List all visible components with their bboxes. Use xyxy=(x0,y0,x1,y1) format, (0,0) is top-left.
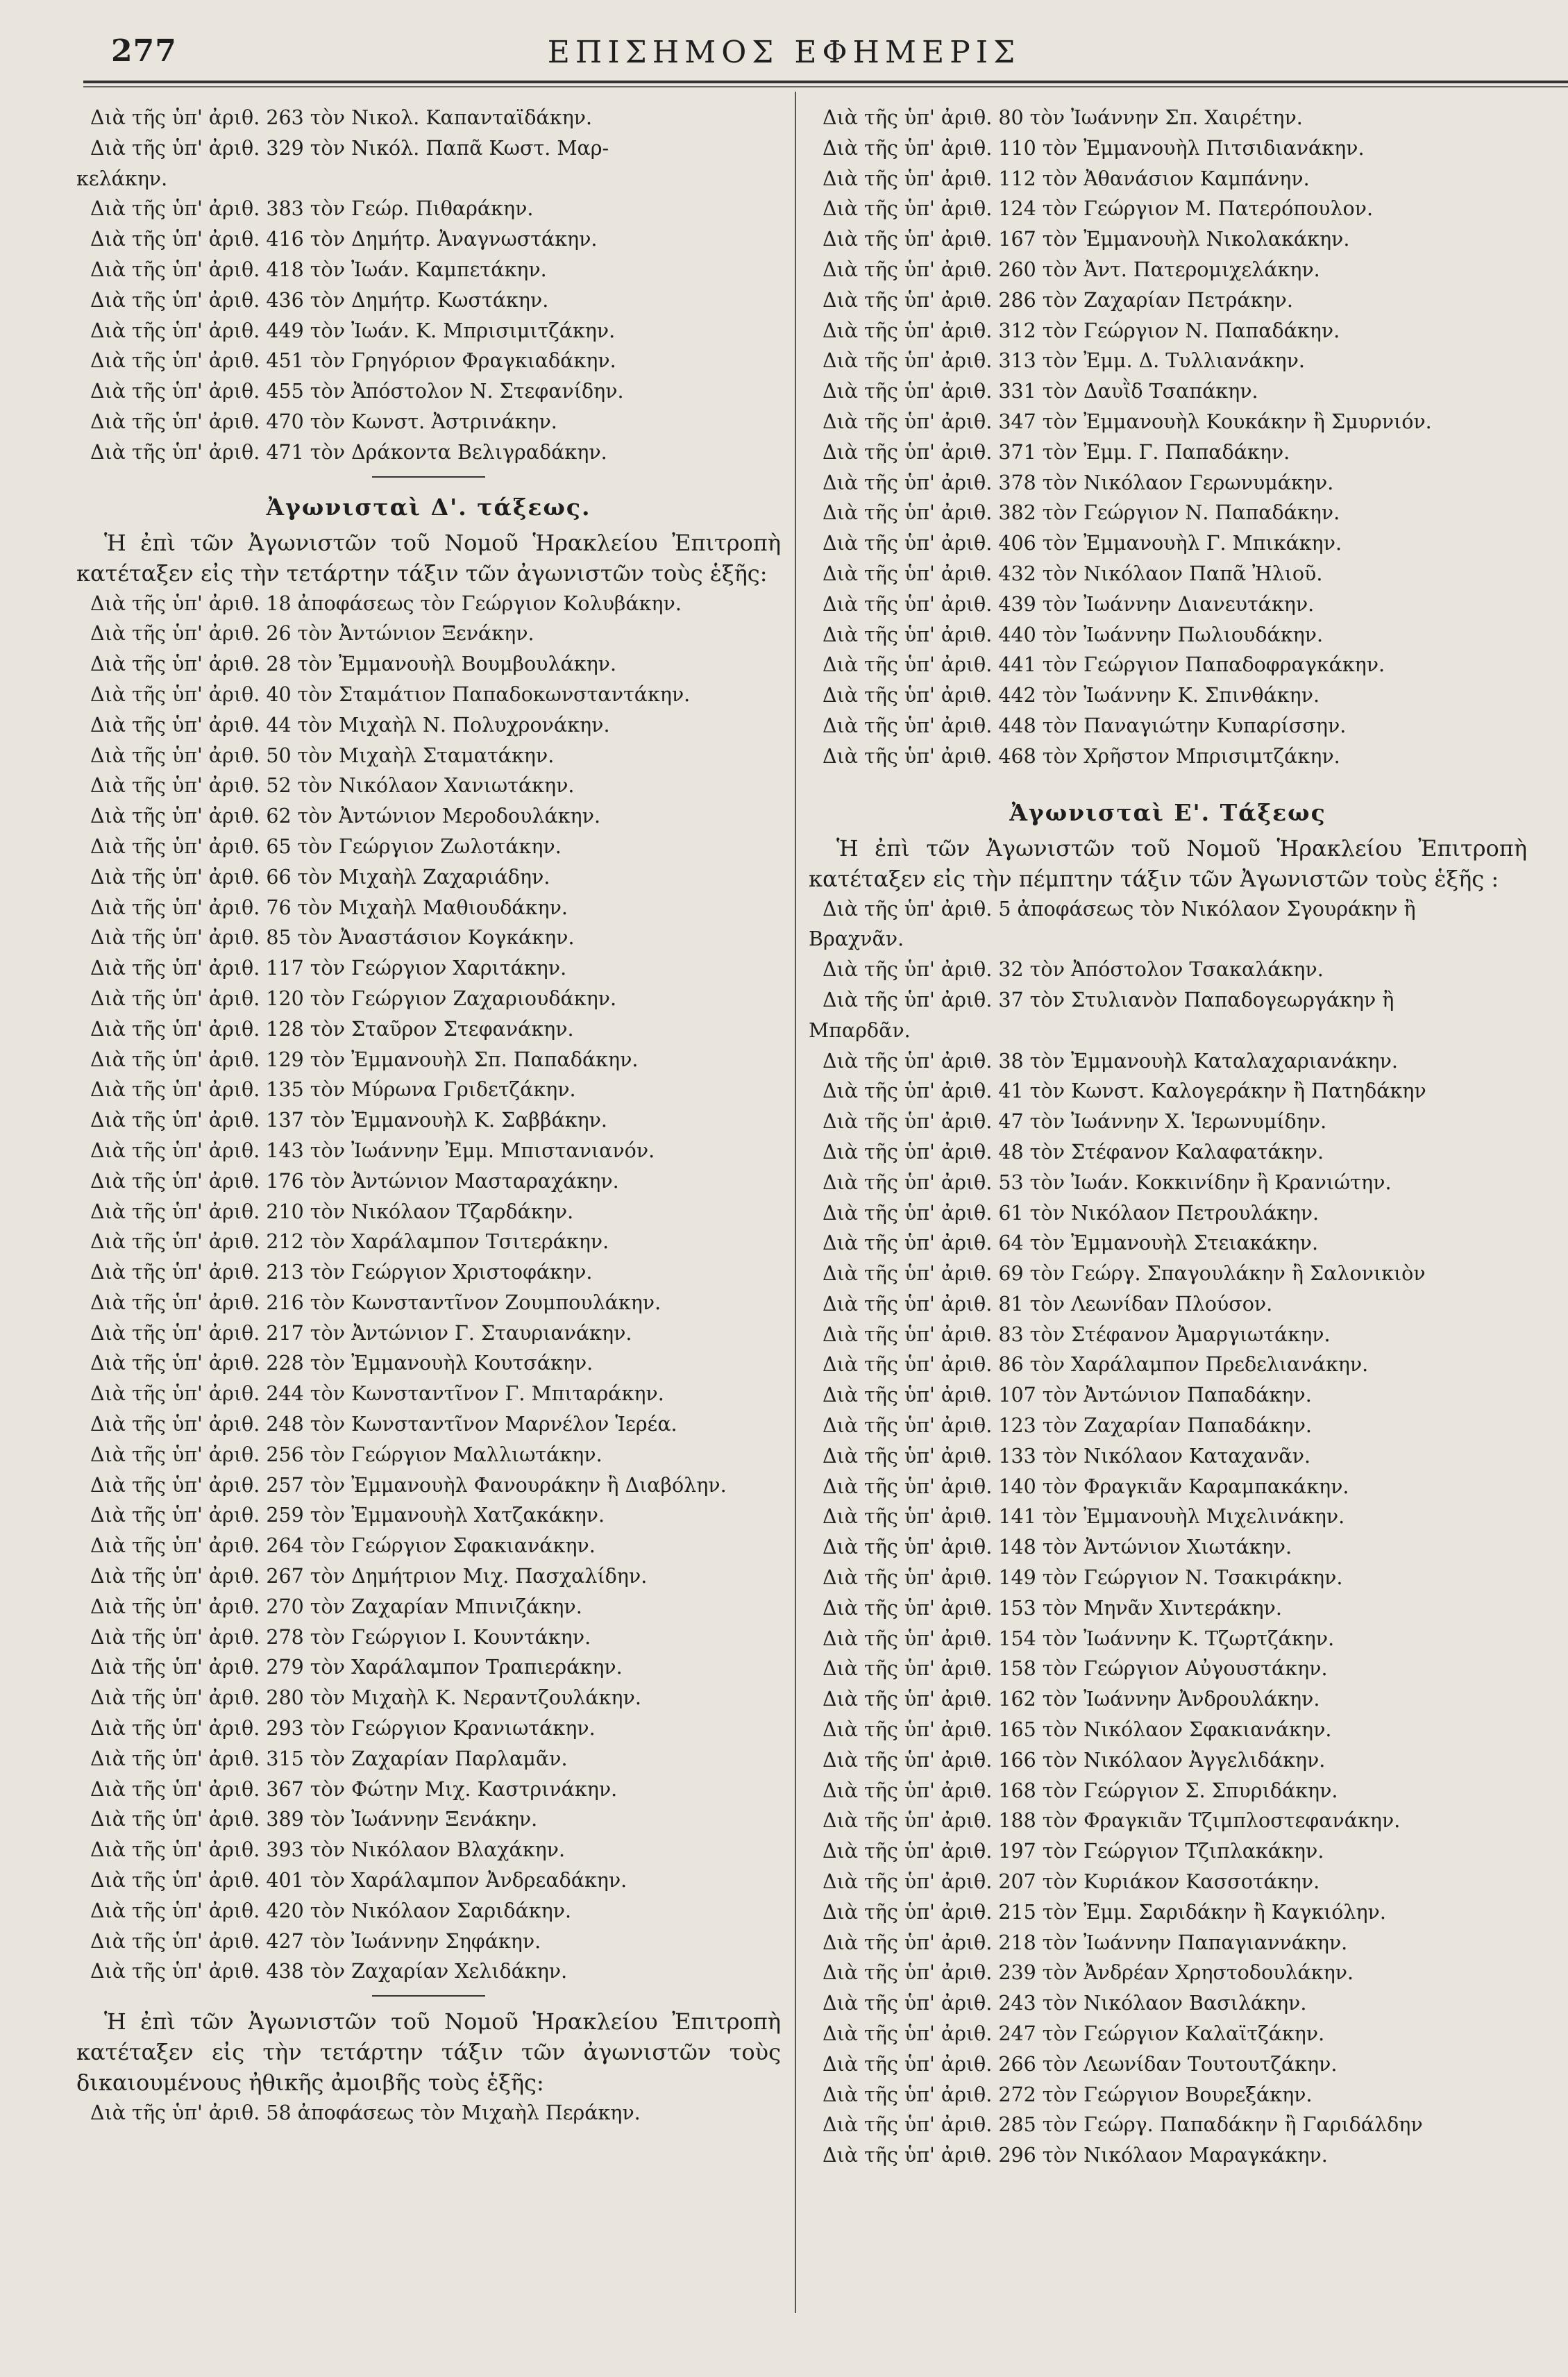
list-item: Διὰ τῆς ὑπ' ἀριθ. 112 τὸν Ἀθανάσιον Καμπάνην. xyxy=(823,167,1310,190)
list-item: Διὰ τῆς ὑπ' ἀριθ. 62 τὸν Ἀντώνιον Μεροδουλάκην. xyxy=(90,805,601,828)
list-item: Διὰ τῆς ὑπ' ἀριθ. 137 τὸν Ἐμμανουὴλ Κ. Σαββάκην. xyxy=(90,1109,607,1132)
list-item: Διὰ τῆς ὑπ' ἀριθ. 76 τὸν Μιχαὴλ Μαθιουδάκην. xyxy=(90,896,568,919)
list-item: Διὰ τῆς ὑπ' ἀριθ. 272 τὸν Γεώργιον Βουρεξάκην. xyxy=(823,2083,1313,2106)
list-item: Διὰ τῆς ὑπ' ἀριθ. 213 τὸν Γεώργιον Χριστοφάκην. xyxy=(90,1261,593,1284)
intro-paragraph-d: Ἡ ἐπὶ τῶν Ἀγωνιστῶν τοῦ Νομοῦ Ἡρακλείου Ἐπιτροπὴ κατέταξεν εἰς τὴν τετάρτην τάξιν τῶν ἀγωνιστῶν τοὺς ἑξῆς: xyxy=(76,529,781,587)
list-item: Διὰ τῆς ὑπ' ἀριθ. 86 τὸν Χαράλαμπον Πρεδελιανάκην. xyxy=(823,1353,1369,1377)
list-item: Διὰ τῆς ὑπ' ἀριθ. 123 τὸν Ζαχαρίαν Παπαδάκην. xyxy=(823,1414,1312,1438)
list-item: Διὰ τῆς ὑπ' ἀριθ. 239 τὸν Ἀνδρέαν Χρηστοδουλάκην. xyxy=(823,1961,1354,1985)
list-item: Διὰ τῆς ὑπ' ἀριθ. 470 τὸν Κωνστ. Ἀστρινάκην. xyxy=(90,410,557,433)
list-item: Διὰ τῆς ὑπ' ἀριθ. 371 τὸν Ἐμμ. Γ. Παπαδάκην. xyxy=(823,440,1290,464)
list-item: Διὰ τῆς ὑπ' ἀριθ. 48 τὸν Στέφανον Καλαφατάκην. xyxy=(823,1140,1324,1164)
list-item: Διὰ τῆς ὑπ' ἀριθ. 393 τὸν Νικόλαον Βλαχάκην. xyxy=(90,1838,566,1862)
list-item: Διὰ τῆς ὑπ' ἀριθ. 216 τὸν Κωνσταντῖνον Ζουμπουλάκην. xyxy=(90,1291,661,1314)
list-item: Διὰ τῆς ὑπ' ἀριθ. 347 τὸν Ἐμμανουὴλ Κουκάκην ἢ Σμυρνιόν. xyxy=(823,410,1432,433)
list-item: Διὰ τῆς ὑπ' ἀριθ. 32 τὸν Ἀπόστολον Τσακαλάκην. xyxy=(823,958,1324,982)
header-rule-thin xyxy=(83,86,1568,87)
list-item: Διὰ τῆς ὑπ' ἀριθ. 80 τὸν Ἰωάννην Σπ. Χαιρέτην. xyxy=(823,106,1303,129)
list-item: Διὰ τῆς ὑπ' ἀριθ. 247 τὸν Γεώργιον Καλαϊτζάκην. xyxy=(823,2022,1325,2046)
list-item: Διὰ τῆς ὑπ' ἀριθ. 168 τὸν Γεώργιον Σ. Σπυριδάκην. xyxy=(823,1779,1338,1802)
list-item: Διὰ τῆς ὑπ' ἀριθ. 149 τὸν Γεώργιον Ν. Τσακιράκην. xyxy=(823,1566,1343,1590)
list-item: Διὰ τῆς ὑπ' ἀριθ. 26 τὸν Ἀντώνιον Ξενάκην. xyxy=(90,622,534,646)
list-item: Διὰ τῆς ὑπ' ἀριθ. 64 τὸν Ἐμμανουὴλ Στειακάκην. xyxy=(823,1232,1319,1255)
section-heading-e: Ἀγωνισταὶ Ε'. Τάξεως xyxy=(1009,798,1326,826)
section-heading-d: Ἀγωνισταὶ Δ'. τάξεως. xyxy=(266,493,591,521)
list-item: Διὰ τῆς ὑπ' ἀριθ. 383 τὸν Γεώρ. Πιθαράκην. xyxy=(90,197,534,221)
list-item: Διὰ τῆς ὑπ' ἀριθ. 65 τὸν Γεώργιον Ζωλοτάκην. xyxy=(90,834,562,858)
page-number: 277 xyxy=(111,33,177,69)
list-item: Διὰ τῆς ὑπ' ἀριθ. 52 τὸν Νικόλαον Χανιωτάκην. xyxy=(90,774,575,798)
list-item: Διὰ τῆς ὑπ' ἀριθ. 259 τὸν Ἐμμανουὴλ Χατζακάκην. xyxy=(90,1504,605,1527)
list-item: Διὰ τῆς ὑπ' ἀριθ. 38 τὸν Ἐμμανουὴλ Καταλαχαριανάκην. xyxy=(823,1049,1398,1073)
page-title: ΕΠΙΣΗΜΟΣ ΕΦΗΜΕΡΙΣ xyxy=(547,35,1021,70)
list-item: Διὰ τῆς ὑπ' ἀριθ. 207 τὸν Κυριάκον Κασσοτάκην. xyxy=(823,1870,1320,1894)
list-item: Διὰ τῆς ὑπ' ἀριθ. 210 τὸν Νικόλαον Τζαρδάκην. xyxy=(90,1200,574,1223)
list-item: Διὰ τῆς ὑπ' ἀριθ. 329 τὸν Νικόλ. Παπᾶ Κωστ. Μαρ- xyxy=(90,136,609,160)
intro-paragraph-moral: Ἡ ἐπὶ τῶν Ἀγωνιστῶν τοῦ Νομοῦ Ἡρακλείου Ἐπιτροπὴ κατέταξεν εἰς τὴν τετάρτην τάξιν τῶν ἀγωνιστῶν τοὺς δικαιουμένους ἠθικῆς ἀμοιβῆς τοὺς ἑξῆς: xyxy=(76,2008,781,2097)
list-item: Διὰ τῆς ὑπ' ἀριθ. 83 τὸν Στέφανον Ἀμαργιωτάκην. xyxy=(823,1322,1331,1346)
list-item: Διὰ τῆς ὑπ' ἀριθ. 217 τὸν Ἀντώνιον Γ. Σταυριανάκην. xyxy=(90,1321,632,1345)
list-item: Διὰ τῆς ὑπ' ἀριθ. 120 τὸν Γεώργιον Ζαχαριουδάκην. xyxy=(90,986,617,1010)
list-item: Διὰ τῆς ὑπ' ἀριθ. 129 τὸν Ἐμμανουὴλ Σπ. Παπαδάκην. xyxy=(90,1048,639,1071)
list-item: Διὰ τῆς ὑπ' ἀριθ. 218 τὸν Ἰωάννην Παπαγιαννάκην. xyxy=(823,1931,1348,1954)
list-item: Διὰ τῆς ὑπ' ἀριθ. 5 ἀποφάσεως τὸν Νικόλαον Σγουράκην ἢ xyxy=(823,897,1416,921)
list-item: Διὰ τῆς ὑπ' ἀριθ. 471 τὸν Δράκοντα Βελιγραδάκην. xyxy=(90,440,607,464)
list-item: Διὰ τῆς ὑπ' ἀριθ. 315 τὸν Ζαχαρίαν Παρλαμᾶν. xyxy=(90,1747,568,1770)
left-list-d xyxy=(76,589,781,1988)
list-item: Διὰ τῆς ὑπ' ἀριθ. 313 τὸν Ἐμμ. Δ. Τυλλιανάκην. xyxy=(823,349,1305,373)
list-item: Διὰ τῆς ὑπ' ἀριθ. 148 τὸν Ἀντώνιον Χιωτάκην. xyxy=(823,1536,1292,1559)
list-item: Μπαρδᾶν. xyxy=(809,1018,911,1042)
list-item: Διὰ τῆς ὑπ' ἀριθ. 270 τὸν Ζαχαρίαν Μπινιζάκην. xyxy=(90,1595,582,1618)
right-list-top xyxy=(809,103,1527,772)
list-item: Διὰ τῆς ὑπ' ἀριθ. 85 τὸν Ἀναστάσιον Κογκάκην. xyxy=(90,926,575,950)
list-item: Διὰ τῆς ὑπ' ἀριθ. 133 τὸν Νικόλαον Καταχανᾶν. xyxy=(823,1444,1311,1468)
list-item: Διὰ τῆς ὑπ' ἀριθ. 44 τὸν Μιχαὴλ Ν. Πολυχρονάκην. xyxy=(90,713,610,737)
list-item: Διὰ τῆς ὑπ' ἀριθ. 124 τὸν Γεώργιον Μ. Πατερόπουλον. xyxy=(823,197,1374,221)
list-item: Διὰ τῆς ὑπ' ἀριθ. 401 τὸν Χαράλαμπον Ἀνδρεαδάκην. xyxy=(90,1869,627,1892)
list-item: Διὰ τῆς ὑπ' ἀριθ. 418 τὸν Ἰωάν. Καμπετάκην. xyxy=(90,258,547,281)
list-item: Διὰ τῆς ὑπ' ἀριθ. 154 τὸν Ἰωάννην Κ. Τζωρτζάκην. xyxy=(823,1627,1335,1650)
list-item: Διὰ τῆς ὑπ' ἀριθ. 449 τὸν Ἰωάν. Κ. Μπρισιμιτζάκην. xyxy=(90,319,616,342)
list-item: Διὰ τῆς ὑπ' ἀριθ. 278 τὸν Γεώργιον Ι. Κουντάκην. xyxy=(90,1625,591,1649)
list-item: Διὰ τῆς ὑπ' ἀριθ. 50 τὸν Μιχαὴλ Σταματάκην. xyxy=(90,744,555,767)
list-item: Διὰ τῆς ὑπ' ἀριθ. 468 τὸν Χρῆστον Μπρισιμτζάκην. xyxy=(823,744,1340,768)
list-item: Διὰ τῆς ὑπ' ἀριθ. 455 τὸν Ἀπόστολον Ν. Στεφανίδην. xyxy=(90,380,624,403)
page-header xyxy=(0,33,1568,82)
list-item: Διὰ τῆς ὑπ' ἀριθ. 367 τὸν Φώτην Μιχ. Καστρινάκην. xyxy=(90,1777,618,1801)
header-rule xyxy=(83,81,1568,83)
list-item: Διὰ τῆς ὑπ' ἀριθ. 260 τὸν Ἀντ. Πατερομιχελάκην. xyxy=(823,258,1320,281)
list-item: Διὰ τῆς ὑπ' ἀριθ. 440 τὸν Ἰωάννην Πωλιουδάκην. xyxy=(823,623,1324,646)
list-item: Διὰ τῆς ὑπ' ἀριθ. 188 τὸν Φραγκιᾶν Τζιμπλοστεφανάκην. xyxy=(823,1809,1401,1833)
list-item: Διὰ τῆς ὑπ' ἀριθ. 442 τὸν Ἰωάννην Κ. Σπινθάκην. xyxy=(823,684,1320,707)
list-item: Διὰ τῆς ὑπ' ἀριθ. 197 τὸν Γεώργιον Τζιπλακάκην. xyxy=(823,1840,1324,1863)
list-item: Διὰ τῆς ὑπ' ἀριθ. 441 τὸν Γεώργιον Παπαδοφραγκάκην. xyxy=(823,653,1385,677)
list-item: Διὰ τῆς ὑπ' ἀριθ. 167 τὸν Ἐμμανουὴλ Νικολακάκην. xyxy=(823,228,1350,251)
list-item: Διὰ τῆς ὑπ' ἀριθ. 28 τὸν Ἐμμανουὴλ Βουμβουλάκην. xyxy=(90,653,617,676)
list-item: Διὰ τῆς ὑπ' ἀριθ. 81 τὸν Λεωνίδαν Πλούσον. xyxy=(823,1292,1273,1316)
list-item: Διὰ τῆς ὑπ' ἀριθ. 40 τὸν Σταμάτιον Παπαδοκωνσταντάκην. xyxy=(90,682,691,706)
list-item: Διὰ τῆς ὑπ' ἀριθ. 69 τὸν Γεώργ. Σπαγουλάκην ἢ Σαλονικιὸν xyxy=(823,1262,1426,1286)
list-item: Διὰ τῆς ὑπ' ἀριθ. 165 τὸν Νικόλαον Σφακιανάκην. xyxy=(823,1718,1332,1742)
right-column xyxy=(809,103,1527,2171)
list-item: Διὰ τῆς ὑπ' ἀριθ. 448 τὸν Παναγιώτην Κυπαρίσσην. xyxy=(823,714,1347,737)
list-item: Διὰ τῆς ὑπ' ἀριθ. 406 τὸν Ἐμμανουὴλ Γ. Μπικάκην. xyxy=(823,532,1342,555)
list-item: Διὰ τῆς ὑπ' ἀριθ. 61 τὸν Νικόλαον Πετρουλάκην. xyxy=(823,1201,1320,1225)
list-item: Διὰ τῆς ὑπ' ἀριθ. 47 τὸν Ἰωάννην Χ. Ἱερωνυμίδην. xyxy=(823,1110,1327,1134)
list-item: Διὰ τῆς ὑπ' ἀριθ. 432 τὸν Νικόλαον Παπᾶ Ἠλιοῦ. xyxy=(823,562,1323,585)
list-item: Διὰ τῆς ὑπ' ἀριθ. 153 τὸν Μηνᾶν Χιντεράκην. xyxy=(823,1596,1282,1620)
intro-paragraph-e: Ἡ ἐπὶ τῶν Ἀγωνιστῶν τοῦ Νομοῦ Ἡρακλείου Ἐπιτροπὴ κατέταξεν εἰς τὴν πέμπτην τάξιν τῶν Ἀγωνιστῶν τοὺς ἑξῆς : xyxy=(809,834,1527,892)
list-item: Διὰ τῆς ὑπ' ἀριθ. 286 τὸν Ζαχαρίαν Πετράκην. xyxy=(823,288,1293,312)
list-item: Διὰ τῆς ὑπ' ἀριθ. 58 ἀποφάσεως τὸν Μιχαὴλ Περάκην. xyxy=(90,2101,641,2125)
list-item: Διὰ τῆς ὑπ' ἀριθ. 141 τὸν Ἐμμανουὴλ Μιχελινάκην. xyxy=(823,1505,1345,1529)
list-item: Διὰ τῆς ὑπ' ἀριθ. 378 τὸν Νικόλαον Γερωνυμάκην. xyxy=(823,471,1334,494)
list-item: Διὰ τῆς ὑπ' ἀριθ. 296 τὸν Νικόλαον Μαραγκάκην. xyxy=(823,2144,1328,2167)
list-item: Διὰ τῆς ὑπ' ἀριθ. 312 τὸν Γεώργιον Ν. Παπαδάκην. xyxy=(823,319,1340,342)
list-item: Διὰ τῆς ὑπ' ἀριθ. 280 τὸν Μιχαὴλ Κ. Νεραντζουλάκην. xyxy=(90,1686,641,1710)
list-item: Διὰ τῆς ὑπ' ἀριθ. 212 τὸν Χαράλαμπον Τσιτεράκην. xyxy=(90,1230,609,1254)
list-item: Διὰ τῆς ὑπ' ἀριθ. 18 ἀποφάσεως τὸν Γεώργιον Κολυβάκην. xyxy=(90,591,682,615)
list-item: Διὰ τῆς ὑπ' ἀριθ. 53 τὸν Ἰωάν. Κοκκινίδην ἢ Κρανιώτην. xyxy=(823,1170,1392,1194)
list-item: Διὰ τῆς ὑπ' ἀριθ. 243 τὸν Νικόλαον Βασιλάκην. xyxy=(823,1992,1307,2015)
list-item: Διὰ τῆς ὑπ' ἀριθ. 439 τὸν Ἰωάννην Διανευτάκην. xyxy=(823,592,1315,616)
list-item: Διὰ τῆς ὑπ' ἀριθ. 41 τὸν Κωνστ. Καλογεράκην ἢ Πατηδάκην xyxy=(823,1080,1426,1103)
list-item: Διὰ τῆς ὑπ' ἀριθ. 293 τὸν Γεώργιον Κρανιωτάκην. xyxy=(90,1717,596,1740)
list-item: Διὰ τῆς ὑπ' ἀριθ. 162 τὸν Ἰωάννην Ἀνδρουλάκην. xyxy=(823,1688,1320,1711)
list-item: Διὰ τῆς ὑπ' ἀριθ. 331 τὸν Δαυῒδ Τσαπάκην. xyxy=(823,380,1258,403)
list-item: Διὰ τῆς ὑπ' ἀριθ. 158 τὸν Γεώργιον Αὐγουστάκην. xyxy=(823,1657,1328,1681)
left-column xyxy=(76,103,781,2128)
list-item: Διὰ τῆς ὑπ' ἀριθ. 266 τὸν Λεωνίδαν Τουτουτζάκην. xyxy=(823,2052,1338,2076)
list-item: Διὰ τῆς ὑπ' ἀριθ. 140 τὸν Φραγκιᾶν Καραμπακάκην. xyxy=(823,1475,1349,1498)
list-item: Διὰ τῆς ὑπ' ἀριθ. 285 τὸν Γεώργ. Παπαδάκην ἢ Γαριδάλδην xyxy=(823,2113,1423,2137)
left-list-top xyxy=(76,103,781,468)
list-item: Διὰ τῆς ὑπ' ἀριθ. 416 τὸν Δημήτρ. Ἀναγνωστάκην. xyxy=(90,228,598,251)
list-item: Διὰ τῆς ὑπ' ἀριθ. 117 τὸν Γεώργιον Χαριτάκην. xyxy=(90,957,567,980)
list-item: Διὰ τῆς ὑπ' ἀριθ. 256 τὸν Γεώργιον Μαλλιωτάκην. xyxy=(90,1443,602,1466)
list-item: Διὰ τῆς ὑπ' ἀριθ. 110 τὸν Ἐμμανουὴλ Πιτσιδιανάκην. xyxy=(823,136,1365,160)
list-item: Διὰ τῆς ὑπ' ἀριθ. 267 τὸν Δημήτριον Μιχ. Πασχαλίδην. xyxy=(90,1565,648,1588)
list-item: Διὰ τῆς ὑπ' ἀριθ. 66 τὸν Μιχαὴλ Ζαχαριάδην. xyxy=(90,865,550,889)
list-item: Διὰ τῆς ὑπ' ἀριθ. 436 τὸν Δημήτρ. Κωστάκην. xyxy=(90,288,549,312)
list-item: Διὰ τῆς ὑπ' ἀριθ. 248 τὸν Κωνσταντῖνον Μαρνέλον Ἱερέα. xyxy=(90,1413,677,1436)
list-item: Διὰ τῆς ὑπ' ἀριθ. 215 τὸν Ἐμμ. Σαριδάκην ἢ Καγκιόλην. xyxy=(823,1900,1386,1924)
list-item: Διὰ τῆς ὑπ' ἀριθ. 389 τὸν Ἰωάννην Ξενάκην. xyxy=(90,1808,538,1831)
list-item: Διὰ τῆς ὑπ' ἀριθ. 128 τὸν Σταῦρον Στεφανάκην. xyxy=(90,1017,574,1041)
list-item: Διὰ τῆς ὑπ' ἀριθ. 382 τὸν Γεώργιον Ν. Παπαδάκην. xyxy=(823,501,1340,525)
list-item: Βραχνᾶν. xyxy=(809,927,904,951)
list-item: Διὰ τῆς ὑπ' ἀριθ. 264 τὸν Γεώργιον Σφακιανάκην. xyxy=(90,1534,596,1558)
list-item: κελάκην. xyxy=(76,167,168,190)
list-item: Διὰ τῆς ὑπ' ἀριθ. 135 τὸν Μύρωνα Γριδετζάκην. xyxy=(90,1078,576,1102)
list-item: Διὰ τῆς ὑπ' ἀριθ. 257 τὸν Ἐμμανουὴλ Φανουράκην ἢ Διαβόλην. xyxy=(90,1473,727,1497)
list-item: Διὰ τῆς ὑπ' ἀριθ. 438 τὸν Ζαχαρίαν Χελιδάκην. xyxy=(90,1960,568,1983)
list-item: Διὰ τῆς ὑπ' ἀριθ. 420 τὸν Νικόλαον Σαριδάκην. xyxy=(90,1899,572,1922)
list-item: Διὰ τῆς ὑπ' ἀριθ. 228 τὸν Ἐμμανουὴλ Κουτσάκην. xyxy=(90,1352,593,1375)
section-separator xyxy=(76,1987,781,2006)
section-separator xyxy=(76,468,781,487)
list-item: Διὰ τῆς ὑπ' ἀριθ. 107 τὸν Ἀντώνιον Παπαδάκην. xyxy=(823,1384,1312,1407)
list-item: Διὰ τῆς ὑπ' ἀριθ. 37 τὸν Στυλιανὸν Παπαδογεωργάκην ἢ xyxy=(823,988,1394,1011)
list-item: Διὰ τῆς ὑπ' ἀριθ. 263 τὸν Νικολ. Καπανταϊδάκην. xyxy=(90,106,593,129)
list-item: Διὰ τῆς ὑπ' ἀριθ. 166 τὸν Νικόλαον Ἀγγελιδάκην. xyxy=(823,1748,1326,1772)
list-item: Διὰ τῆς ὑπ' ἀριθ. 427 τὸν Ἰωάννην Σηφάκην. xyxy=(90,1929,541,1953)
list-item: Διὰ τῆς ὑπ' ἀριθ. 279 τὸν Χαράλαμπον Τραπιεράκην. xyxy=(90,1656,623,1679)
list-item: Διὰ τῆς ὑπ' ἀριθ. 451 τὸν Γρηγόριον Φραγκιαδάκην. xyxy=(90,349,616,373)
list-item: Διὰ τῆς ὑπ' ἀριθ. 244 τὸν Κωνσταντῖνον Γ. Μπιταράκην. xyxy=(90,1382,664,1406)
list-item: Διὰ τῆς ὑπ' ἀριθ. 176 τὸν Ἀντώνιον Μασταραχάκην. xyxy=(90,1169,619,1193)
right-list-e xyxy=(809,894,1527,2171)
column-divider xyxy=(795,92,796,2313)
list-item: Διὰ τῆς ὑπ' ἀριθ. 143 τὸν Ἰωάννην Ἐμμ. Μπιστανιανόν. xyxy=(90,1139,655,1162)
